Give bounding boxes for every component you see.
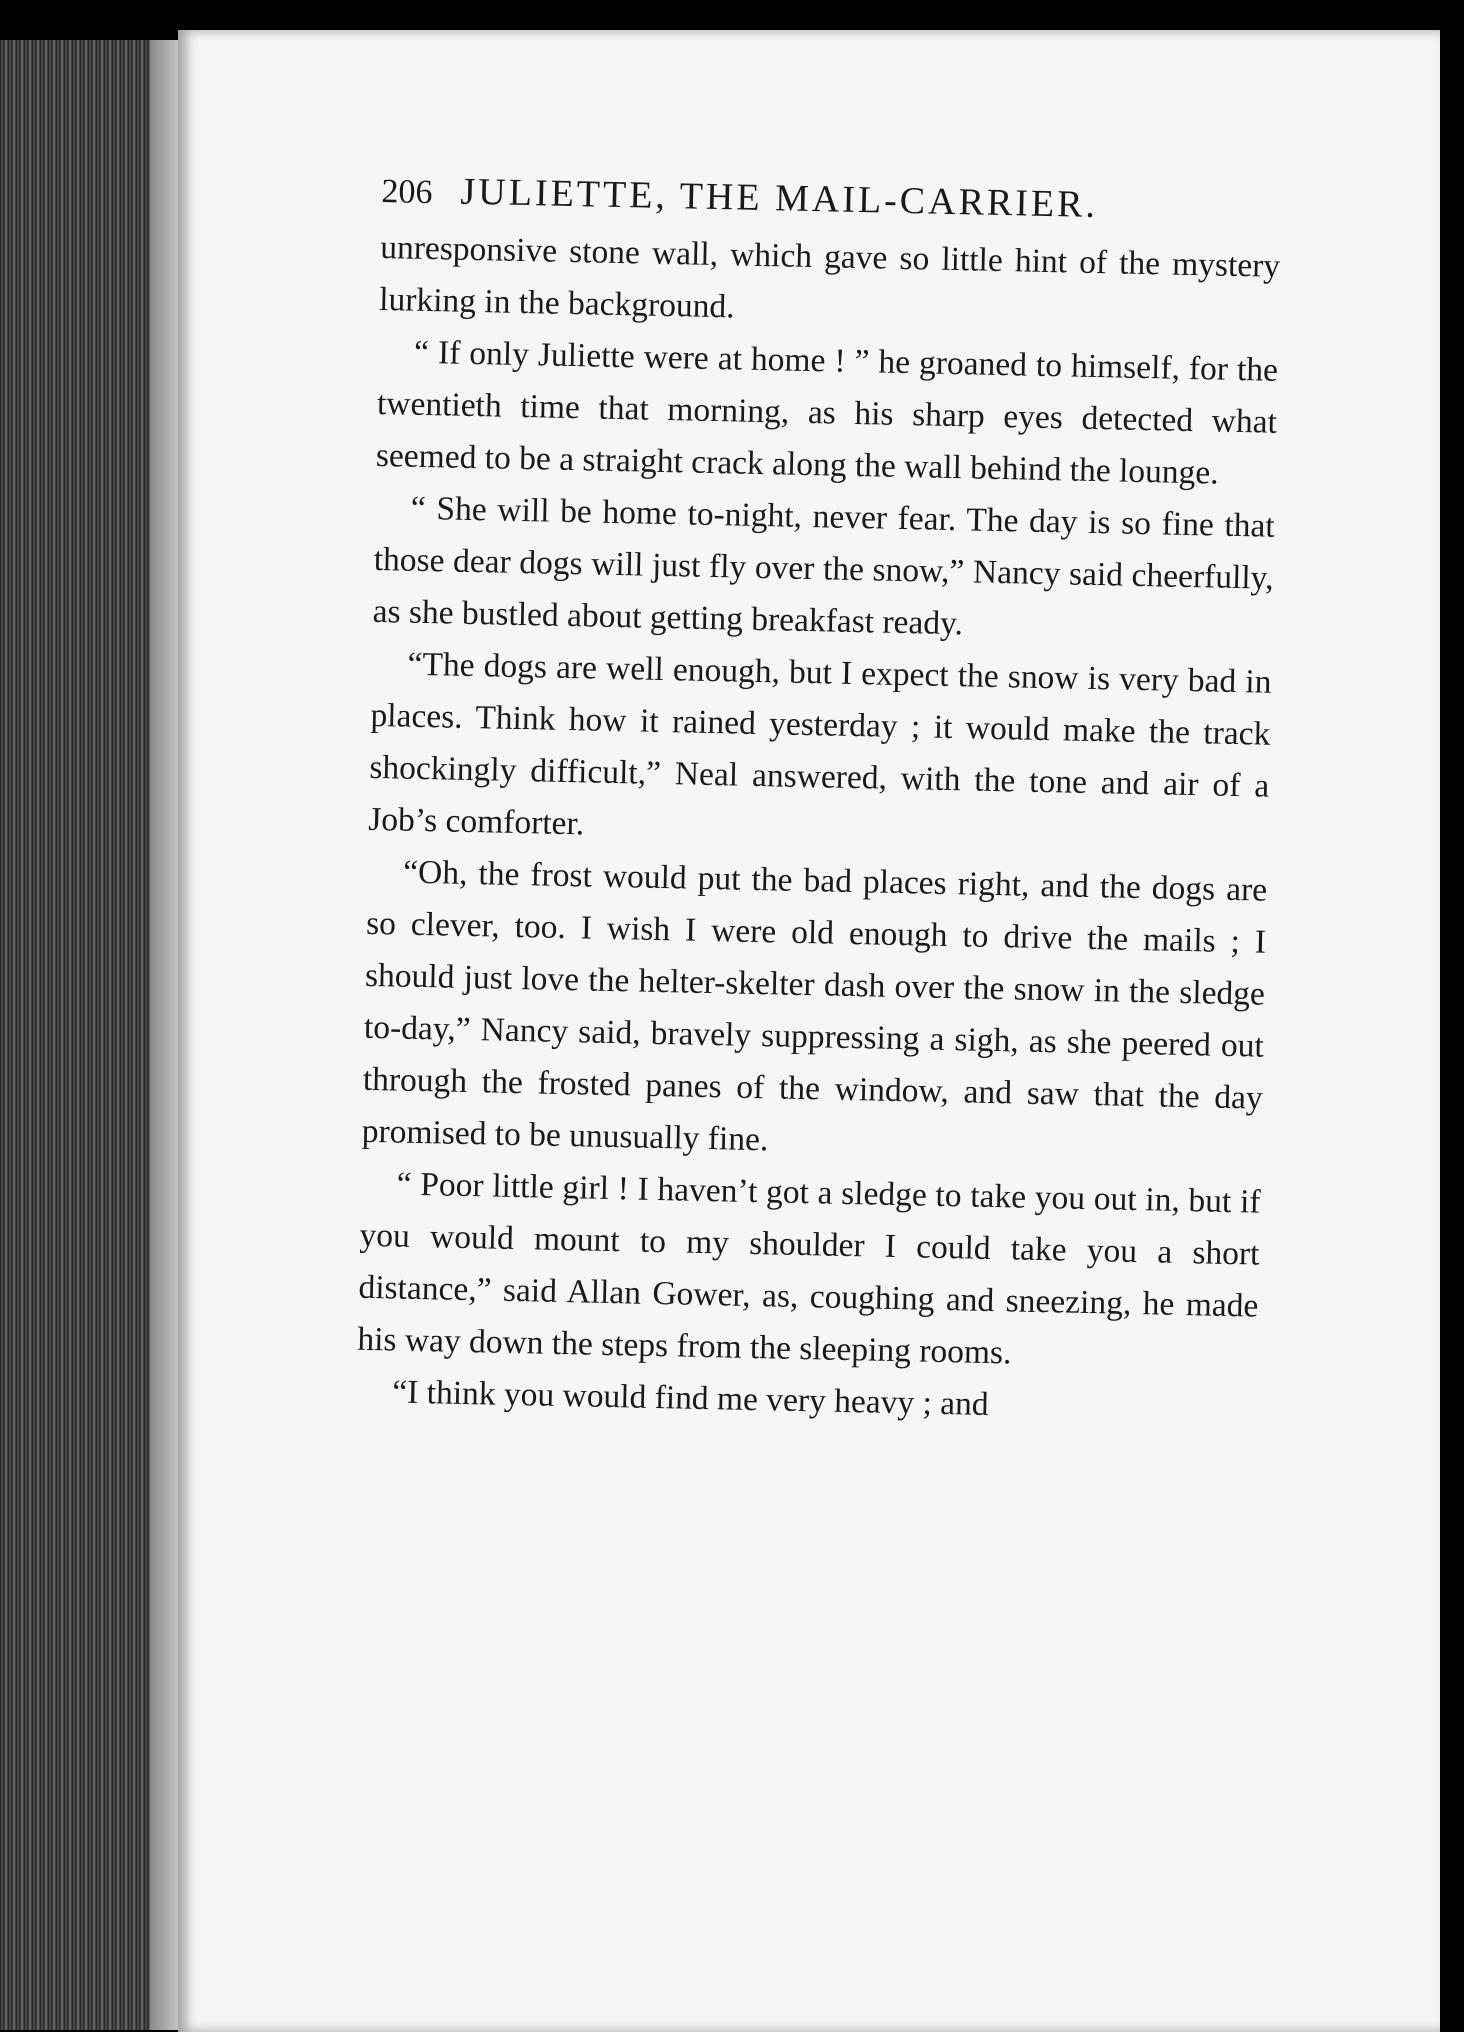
- paragraph-6: “ Poor little girl ! I haven’t got a sledge to take you out in, but if you would mount to my shoulder I could take you a short distance,” said Allan Gower, as, coughing and sneezing, he made his way down the steps from the sleeping rooms.: [357, 1165, 1261, 1372]
- right-shadow: [1454, 0, 1464, 2032]
- page-number: 206: [381, 172, 433, 212]
- paragraph-2: “ If only Juliette were at home ! ” he groaned to himself, for the twentieth time that morning, as his sharp eyes detected what seemed to be a straight crack along the wall behind the lounge.: [375, 333, 1279, 492]
- paragraph-7: “I think you would find me very heavy ; and: [391, 1373, 989, 1423]
- paragraph-3: “ She will be home to-night, never fear. The day is so fine that those dear dogs will just fly over the snow,” Nancy said cheerfully, as she bustled about getting breakfast ready.: [372, 489, 1276, 643]
- paragraph-5: “Oh, the frost would put the bad places right, and the dogs are so clever, too. I wish I were old enough to drive the mails ; I should just love the helter-skelter dash over the snow in the sledge to-day,” Nancy said, bravely suppressing a sigh, as she peered out through the frosted panes of the window, and saw that the day promised to be unusually fine.: [361, 853, 1268, 1159]
- book-page-edges: [0, 40, 190, 2030]
- paragraph-4: “The dogs are well enough, but I expect the snow is very bad in places. Think how it rained yesterday ; it would make the track shockingly difficult,” Neal answered, with the tone and air of a Job’s comforter.: [367, 645, 1272, 843]
- running-title: JULIETTE, THE MAIL-CARRIER.: [460, 170, 1099, 226]
- page-text-block: [356, 168, 1282, 1437]
- paragraph-1: unresponsive stone wall, which gave so little hint of the mystery lurking in the background.: [378, 228, 1281, 326]
